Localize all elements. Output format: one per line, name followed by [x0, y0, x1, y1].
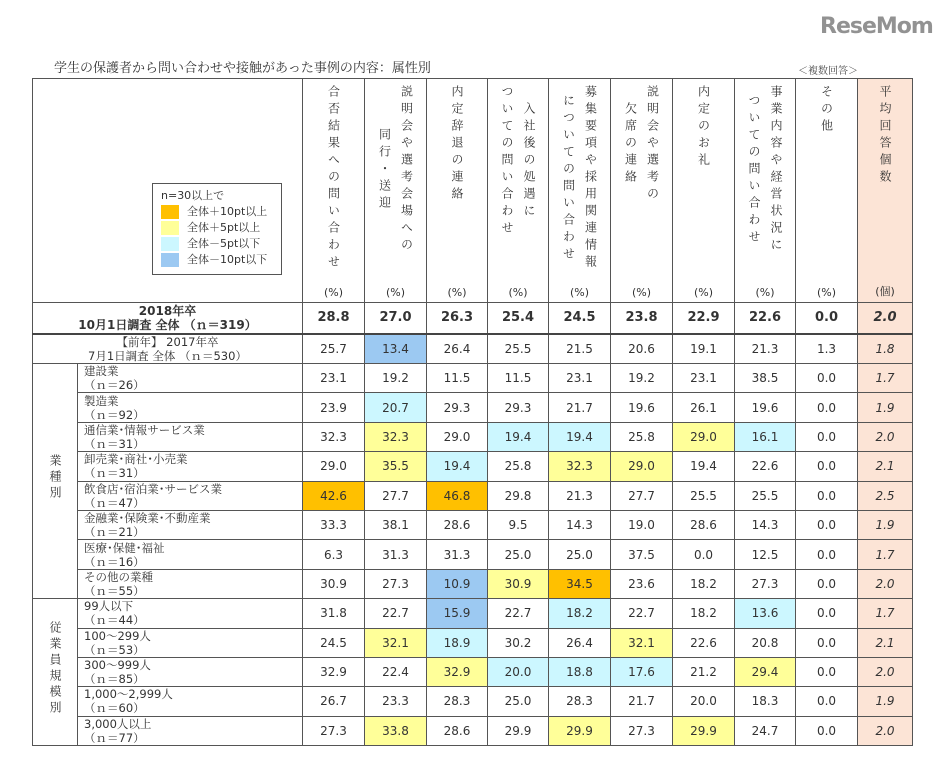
value-cell: 31.3 — [427, 540, 488, 569]
value-cell: 0.0 — [796, 599, 858, 628]
value-cell: 0.0 — [796, 422, 858, 451]
value-cell: 19.4 — [488, 422, 549, 451]
watermark-logo: ReseMom — [820, 14, 933, 39]
value-cell: 28.3 — [549, 687, 611, 716]
results-table — [32, 78, 913, 746]
row-label — [78, 364, 303, 393]
group-label-text: 業種別 — [48, 453, 62, 502]
legend-swatch — [161, 253, 179, 267]
value-cell: 25.5 — [488, 334, 549, 364]
value-cell: 20.7 — [365, 393, 427, 422]
value-cell: 0.0 — [796, 569, 858, 598]
value-cell: 0.0 — [796, 303, 858, 334]
row-label — [78, 481, 303, 510]
value-cell: 38.1 — [365, 510, 427, 539]
table-row — [33, 422, 913, 451]
row-label-line1: 1,000～2,999人 — [84, 687, 173, 702]
value-cell: 27.3 — [735, 569, 796, 598]
value-cell: 24.7 — [735, 716, 796, 745]
row-label-line2: （ｎ＝26） — [84, 378, 145, 393]
column-header — [735, 79, 796, 303]
value-cell: 26.4 — [427, 334, 488, 364]
row-label — [78, 569, 303, 598]
value-cell: 25.4 — [488, 303, 549, 334]
row-label-line2: （ｎ＝31） — [84, 466, 145, 481]
value-cell: 27.3 — [303, 716, 365, 745]
row-label-line2: （ｎ＝31） — [84, 436, 145, 451]
column-unit: (%) — [508, 286, 528, 299]
table-row — [33, 628, 913, 657]
value-cell: 0.0 — [796, 540, 858, 569]
value-cell: 20.8 — [735, 628, 796, 657]
value-cell: 25.5 — [735, 481, 796, 510]
value-cell: 1.9 — [858, 687, 913, 716]
value-cell: 33.8 — [365, 716, 427, 745]
value-cell: 6.3 — [303, 540, 365, 569]
value-cell: 9.5 — [488, 510, 549, 539]
value-cell: 29.0 — [611, 452, 673, 481]
row-label-line2: （ｎ＝77） — [84, 730, 145, 745]
column-header — [796, 79, 858, 303]
value-cell: 25.5 — [673, 481, 735, 510]
value-cell: 46.8 — [427, 481, 488, 510]
value-cell: 0.0 — [796, 393, 858, 422]
row-label-line1: 医療･保健･福祉 — [84, 540, 165, 555]
value-cell: 27.7 — [611, 481, 673, 510]
value-cell: 22.7 — [611, 599, 673, 628]
legend-swatch — [161, 205, 179, 219]
total-label — [33, 303, 303, 334]
value-cell: 0.0 — [796, 687, 858, 716]
value-cell: 31.8 — [303, 599, 365, 628]
value-cell: 0.0 — [796, 657, 858, 686]
row-label-line1: 通信業･情報サービス業 — [84, 422, 205, 437]
value-cell: 18.2 — [673, 569, 735, 598]
legend-label: 全体－10pt以下 — [187, 253, 268, 266]
table-row — [33, 364, 913, 393]
column-header — [611, 79, 673, 303]
value-cell: 29.4 — [735, 657, 796, 686]
value-cell: 15.9 — [427, 599, 488, 628]
value-cell: 0.0 — [796, 510, 858, 539]
row-label — [78, 540, 303, 569]
value-cell: 27.3 — [611, 716, 673, 745]
value-cell: 18.2 — [549, 599, 611, 628]
row-label — [78, 393, 303, 422]
row-label — [78, 687, 303, 716]
value-cell: 22.6 — [673, 628, 735, 657]
value-cell: 26.7 — [303, 687, 365, 716]
row-label — [78, 628, 303, 657]
row-label-line1: 99人以下 — [84, 599, 134, 614]
value-cell: 23.1 — [549, 364, 611, 393]
column-unit: (%) — [755, 286, 775, 299]
value-cell: 32.9 — [303, 657, 365, 686]
value-cell: 23.6 — [611, 569, 673, 598]
row-label — [78, 599, 303, 628]
value-cell: 0.0 — [796, 452, 858, 481]
value-cell: 0.0 — [796, 364, 858, 393]
column-unit: (%) — [693, 286, 714, 299]
value-cell: 10.9 — [427, 569, 488, 598]
row-label-line1: 2018年卒 — [138, 303, 197, 318]
value-cell: 23.8 — [611, 303, 673, 334]
column-header — [673, 79, 735, 303]
value-cell: 25.7 — [303, 334, 365, 364]
column-header-label: 平均回答個数 — [878, 85, 892, 187]
value-cell: 19.6 — [735, 393, 796, 422]
value-cell: 21.2 — [673, 657, 735, 686]
total-row — [33, 303, 913, 334]
row-label-line1: 3,000人以上 — [84, 716, 152, 731]
value-cell: 25.0 — [488, 540, 549, 569]
value-cell: 31.3 — [365, 540, 427, 569]
value-cell: 27.3 — [365, 569, 427, 598]
row-label-line1: 建設業 — [84, 364, 119, 379]
table-row — [33, 657, 913, 686]
value-cell: 20.0 — [673, 687, 735, 716]
value-cell: 32.3 — [549, 452, 611, 481]
value-cell: 22.7 — [365, 599, 427, 628]
value-cell: 18.9 — [427, 628, 488, 657]
row-label-line2: （ｎ＝16） — [84, 554, 145, 569]
group-label-text: 従業員規模別 — [48, 620, 62, 717]
table-row — [33, 716, 913, 745]
value-cell: 0.0 — [796, 481, 858, 510]
legend-swatch — [161, 221, 179, 235]
value-cell: 22.7 — [488, 599, 549, 628]
column-header-label: 入社後の処遇に ついての問い合わせ — [500, 85, 536, 238]
value-cell: 25.8 — [611, 422, 673, 451]
group-label — [33, 364, 78, 599]
row-label-line1: 【前年】 2017年卒 — [116, 334, 219, 349]
row-label-line1: その他の業種 — [84, 569, 153, 584]
column-header-label: 説明会や選考会場への 同行・送迎 — [377, 85, 414, 255]
value-cell: 32.3 — [303, 422, 365, 451]
column-header-label: その他 — [819, 85, 834, 136]
value-cell: 23.1 — [303, 364, 365, 393]
value-cell: 1.7 — [858, 540, 913, 569]
row-label-line2: （ｎ＝21） — [84, 525, 145, 540]
value-cell: 13.4 — [365, 334, 427, 364]
value-cell: 30.9 — [488, 569, 549, 598]
row-label-line1: 飲食店･宿泊業･サービス業 — [84, 481, 222, 496]
value-cell: 14.3 — [549, 510, 611, 539]
row-label-line1: 金融業･保険業･不動産業 — [84, 511, 211, 526]
value-cell: 21.3 — [735, 334, 796, 364]
value-cell: 29.3 — [427, 393, 488, 422]
row-label-line2: （ｎ＝60） — [84, 701, 145, 716]
value-cell: 1.9 — [858, 510, 913, 539]
value-cell: 29.3 — [488, 393, 549, 422]
column-header-label: 合否結果への問い合わせ — [326, 85, 341, 272]
value-cell: 22.4 — [365, 657, 427, 686]
multiple-answer-note: ＜複数回答＞ — [798, 66, 858, 77]
value-cell: 34.5 — [549, 569, 611, 598]
row-label-line2: （ｎ＝47） — [84, 495, 145, 510]
value-cell: 37.5 — [611, 540, 673, 569]
value-cell: 19.4 — [673, 452, 735, 481]
row-label-line2: 7月1日調査 全体 （ｎ＝530） — [88, 348, 247, 363]
table-row — [33, 599, 913, 628]
value-cell: 19.2 — [365, 364, 427, 393]
legend-label: 全体＋5pt以上 — [187, 221, 261, 234]
row-label-line2: （ｎ＝92） — [84, 407, 145, 422]
value-cell: 29.9 — [673, 716, 735, 745]
value-cell: 18.2 — [673, 599, 735, 628]
value-cell: 21.7 — [611, 687, 673, 716]
value-cell: 2.1 — [858, 452, 913, 481]
value-cell: 2.0 — [858, 716, 913, 745]
legend-item — [161, 220, 273, 236]
table-row — [33, 510, 913, 539]
value-cell: 1.3 — [796, 334, 858, 364]
value-cell: 2.0 — [858, 657, 913, 686]
previous-year-label — [33, 334, 303, 364]
value-cell: 33.3 — [303, 510, 365, 539]
column-unit: (%) — [816, 286, 837, 299]
column-header — [488, 79, 549, 303]
row-label — [78, 657, 303, 686]
column-header-label: 事業内容や経営状況に ついての問い合わせ — [747, 85, 783, 255]
value-cell: 27.0 — [365, 303, 427, 334]
value-cell: 18.8 — [549, 657, 611, 686]
value-cell: 0.0 — [796, 628, 858, 657]
value-cell: 22.6 — [735, 303, 796, 334]
row-label — [78, 716, 303, 745]
value-cell: 16.1 — [735, 422, 796, 451]
row-label-line1: 100～299人 — [84, 628, 151, 643]
value-cell: 26.3 — [427, 303, 488, 334]
column-unit: (%) — [447, 286, 467, 299]
column-header — [549, 79, 611, 303]
value-cell: 19.2 — [611, 364, 673, 393]
value-cell: 42.6 — [303, 481, 365, 510]
legend-swatch — [161, 237, 179, 251]
column-unit: (%) — [323, 286, 344, 299]
row-label — [78, 422, 303, 451]
column-header-label: 内定辞退の連絡 — [450, 85, 464, 204]
table-row — [33, 393, 913, 422]
column-unit: (%) — [631, 286, 652, 299]
value-cell: 12.5 — [735, 540, 796, 569]
table-row — [33, 569, 913, 598]
legend-item — [161, 236, 273, 252]
value-cell: 22.6 — [735, 452, 796, 481]
value-cell: 19.0 — [611, 510, 673, 539]
row-label-line1: 300～999人 — [84, 658, 151, 673]
row-label-line2: （ｎ＝55） — [84, 583, 145, 598]
value-cell: 24.5 — [303, 628, 365, 657]
value-cell: 32.1 — [611, 628, 673, 657]
value-cell: 2.1 — [858, 628, 913, 657]
value-cell: 25.8 — [488, 452, 549, 481]
legend-label: 全体－5pt以下 — [187, 237, 261, 250]
value-cell: 29.0 — [303, 452, 365, 481]
value-cell: 2.0 — [858, 422, 913, 451]
value-cell: 19.1 — [673, 334, 735, 364]
value-cell: 17.6 — [611, 657, 673, 686]
column-unit: (%) — [385, 286, 406, 299]
value-cell: 28.6 — [427, 716, 488, 745]
column-header — [303, 79, 365, 303]
value-cell: 29.0 — [427, 422, 488, 451]
column-header-label: 内定のお礼 — [696, 85, 711, 170]
value-cell: 23.9 — [303, 393, 365, 422]
value-cell: 0.0 — [673, 540, 735, 569]
value-cell: 29.0 — [673, 422, 735, 451]
column-header-label: 説明会や選考の 欠席の連絡 — [623, 85, 660, 204]
legend-item — [161, 252, 273, 268]
value-cell: 21.5 — [549, 334, 611, 364]
value-cell: 28.3 — [427, 687, 488, 716]
color-legend — [152, 183, 282, 275]
previous-year-row — [33, 334, 913, 364]
legend-label: 全体＋10pt以上 — [187, 205, 268, 218]
value-cell: 0.0 — [796, 716, 858, 745]
column-header — [858, 79, 913, 303]
value-cell: 11.5 — [488, 364, 549, 393]
value-cell: 23.3 — [365, 687, 427, 716]
value-cell: 38.5 — [735, 364, 796, 393]
table-row — [33, 481, 913, 510]
value-cell: 30.2 — [488, 628, 549, 657]
value-cell: 18.3 — [735, 687, 796, 716]
value-cell: 19.6 — [611, 393, 673, 422]
value-cell: 14.3 — [735, 510, 796, 539]
value-cell: 20.6 — [611, 334, 673, 364]
value-cell: 1.9 — [858, 393, 913, 422]
row-label — [78, 510, 303, 539]
value-cell: 26.4 — [549, 628, 611, 657]
table-row — [33, 540, 913, 569]
value-cell: 30.9 — [303, 569, 365, 598]
value-cell: 29.9 — [488, 716, 549, 745]
value-cell: 2.0 — [858, 569, 913, 598]
value-cell: 19.4 — [427, 452, 488, 481]
legend-item — [161, 204, 273, 220]
value-cell: 25.0 — [488, 687, 549, 716]
value-cell: 23.1 — [673, 364, 735, 393]
value-cell: 13.6 — [735, 599, 796, 628]
value-cell: 32.9 — [427, 657, 488, 686]
value-cell: 25.0 — [549, 540, 611, 569]
legend-heading: n=30以上で — [161, 189, 225, 202]
page-title: 学生の保護者から問い合わせや接触があった事例の内容：属性別 — [54, 61, 431, 76]
value-cell: 1.8 — [858, 334, 913, 364]
value-cell: 28.6 — [427, 510, 488, 539]
value-cell: 22.9 — [673, 303, 735, 334]
row-label-line1: 製造業 — [84, 393, 119, 408]
value-cell: 1.7 — [858, 364, 913, 393]
column-unit: (個) — [875, 285, 895, 298]
value-cell: 26.1 — [673, 393, 735, 422]
value-cell: 32.3 — [365, 422, 427, 451]
value-cell: 24.5 — [549, 303, 611, 334]
table-row — [33, 452, 913, 481]
value-cell: 27.7 — [365, 481, 427, 510]
value-cell: 28.6 — [673, 510, 735, 539]
table-row — [33, 687, 913, 716]
column-header — [365, 79, 427, 303]
value-cell: 19.4 — [549, 422, 611, 451]
value-cell: 28.8 — [303, 303, 365, 334]
row-label-line2: 10月1日調査 全体 （ｎ＝319） — [78, 317, 257, 332]
value-cell: 21.7 — [549, 393, 611, 422]
column-header — [427, 79, 488, 303]
row-label — [78, 452, 303, 481]
value-cell: 20.0 — [488, 657, 549, 686]
value-cell: 11.5 — [427, 364, 488, 393]
value-cell: 2.0 — [858, 303, 913, 334]
row-label-line1: 卸売業･商社･小売業 — [84, 452, 188, 467]
value-cell: 29.9 — [549, 716, 611, 745]
row-label-line2: （ｎ＝85） — [84, 672, 145, 687]
value-cell: 35.5 — [365, 452, 427, 481]
row-label-line2: （ｎ＝53） — [84, 642, 145, 657]
value-cell: 1.7 — [858, 599, 913, 628]
value-cell: 21.3 — [549, 481, 611, 510]
column-header-label: 募集要項や採用関連情報 についての問い合わせ — [561, 85, 598, 272]
column-unit: (%) — [569, 286, 590, 299]
value-cell: 2.5 — [858, 481, 913, 510]
value-cell: 32.1 — [365, 628, 427, 657]
row-label-line2: （ｎ＝44） — [84, 613, 145, 628]
group-label — [33, 599, 78, 746]
value-cell: 29.8 — [488, 481, 549, 510]
